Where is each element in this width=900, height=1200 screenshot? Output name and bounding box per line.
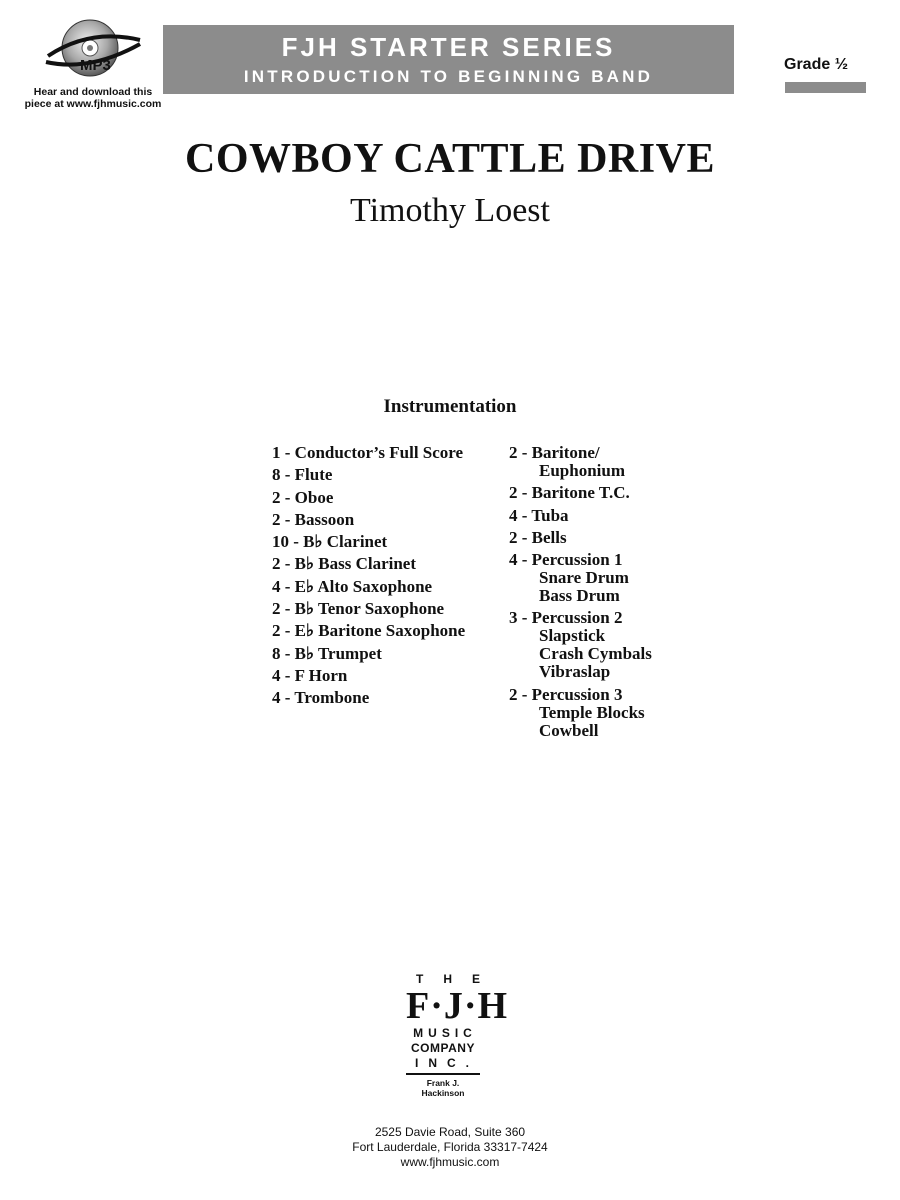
instrument-subitem: Vibraslap [539, 662, 611, 682]
instrument-item: 3 - Percussion 2 [509, 608, 623, 628]
instrument-item: 8 - B♭ Trumpet [272, 643, 382, 663]
instrument-subitem: Crash Cymbals [539, 644, 652, 664]
instrument-group [509, 529, 652, 547]
publisher-logo [406, 972, 509, 1107]
address-line1: 2525 Davie Road, Suite 360 [374, 1125, 526, 1139]
instrumentation-right-column [509, 444, 652, 744]
instrument-subitem: Bass Drum [539, 586, 620, 606]
logo-rule [406, 1073, 480, 1075]
instrument-subitem: Cowbell [539, 720, 599, 740]
publisher-website: www.fjhmusic.com [400, 1155, 500, 1169]
logo-company: COMPANY [411, 1041, 475, 1055]
series-banner [163, 25, 734, 94]
instrument-item: 2 - Percussion 3 [509, 684, 623, 704]
grade-bar [785, 82, 866, 93]
instrument-group [509, 609, 652, 681]
instrument-item: 2 - Bells [509, 527, 567, 547]
logo-music: MUSIC [413, 1026, 477, 1040]
instrument-item: 2 - E♭ Baritone Saxophone [272, 621, 466, 641]
instrument-item: 4 - Percussion 1 [509, 550, 623, 570]
instrument-item: 2 - Baritone T.C. [509, 483, 630, 503]
instrument-item: 2 - Oboe [272, 487, 334, 507]
instrument-item: 2 - B♭ Tenor Saxophone [272, 599, 445, 619]
publisher-address [0, 1125, 900, 1170]
instrument-item: 8 - Flute [272, 465, 333, 485]
mp3-note-line1: Hear and download this [33, 86, 153, 98]
instrument-subitem: Snare Drum [539, 568, 629, 588]
mp3-badge [18, 18, 168, 113]
logo-the: THE [416, 972, 500, 986]
instrument-group [509, 551, 652, 605]
instrument-item: 1 - Conductor’s Full Score [272, 443, 464, 462]
cd-icon [40, 18, 150, 86]
instrument-item: 2 - Bassoon [272, 509, 355, 529]
instrument-subitem: Euphonium [539, 461, 625, 480]
logo-inc: INC. [415, 1056, 479, 1070]
mp3-note [18, 86, 168, 110]
instrument-group [509, 484, 652, 502]
instrument-group [509, 507, 652, 525]
instrumentation-left-column [272, 444, 465, 712]
logo-fjh: F·J·H [406, 985, 509, 1027]
mp3-label: MP3 [80, 57, 111, 74]
instrument-item: 4 - F Horn [272, 665, 348, 685]
instrument-item: 2 - Baritone/ [509, 443, 600, 462]
address-line2: Fort Lauderdale, Florida 33317-7424 [352, 1140, 548, 1154]
instrument-subitem: Temple Blocks [539, 702, 645, 722]
composer-name: Timothy Loest [350, 192, 550, 229]
instrument-item: 10 - B♭ Clarinet [272, 532, 388, 552]
instrument-item: 4 - Trombone [272, 688, 370, 708]
instrument-group [509, 444, 652, 480]
instrument-group [509, 686, 652, 740]
piece-title: COWBOY CATTLE DRIVE [185, 136, 715, 182]
instrument-item: 4 - E♭ Alto Saxophone [272, 576, 433, 596]
series-subtitle: INTRODUCTION TO BEGINNING BAND [243, 67, 654, 86]
instrumentation-heading: Instrumentation [383, 396, 517, 417]
instrument-item: 2 - B♭ Bass Clarinet [272, 554, 417, 574]
mp3-note-line2: piece at www.fjhmusic.com [24, 98, 162, 110]
grade-label: Grade ½ [784, 56, 849, 73]
logo-founder: Frank J. Hackinson [421, 1078, 465, 1098]
series-title: FJH STARTER SERIES [281, 32, 616, 62]
instrument-subitem: Slapstick [539, 626, 606, 646]
instrument-item: 4 - Tuba [509, 505, 569, 525]
